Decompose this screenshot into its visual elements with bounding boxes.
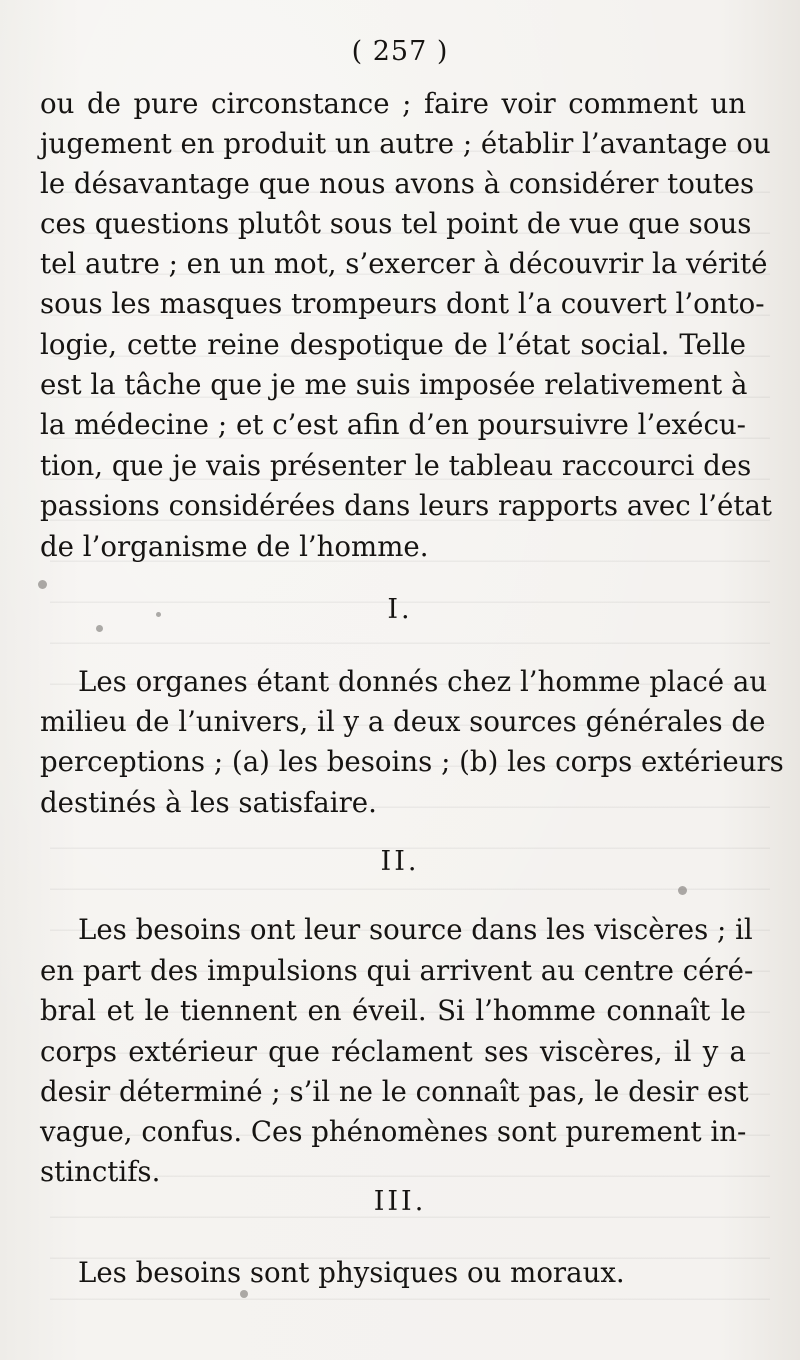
text-line: bral et le tiennent en éveil. Si l’homme connaît le xyxy=(40,994,746,1027)
section-heading-1: I. xyxy=(387,594,413,625)
text-line: destinés à les satisfaire. xyxy=(40,786,377,819)
text-line: tion, que je vais présenter le tableau raccourci des xyxy=(40,449,752,482)
section-heading-2: II. xyxy=(380,846,420,877)
text-line: ou de pure circonstance ; faire voir comment un xyxy=(40,87,746,120)
text-line: de l’organisme de l’homme. xyxy=(40,530,429,563)
text-line: est la tâche que je me suis imposée relativement à xyxy=(40,368,748,401)
ink-speck xyxy=(240,1290,248,1298)
text-line: Les besoins sont physiques ou moraux. xyxy=(78,1256,625,1289)
text-line: tel autre ; en un mot, s’exercer à découvrir la vérité xyxy=(40,247,768,280)
text-line: Les organes étant donnés chez l’homme placé au xyxy=(78,665,768,698)
text-line: vague, confus. Ces phénomènes sont purement in- xyxy=(40,1115,747,1148)
text-line: passions considérées dans leurs rapports avec l’état xyxy=(40,489,772,522)
text-line: logie, cette reine despotique de l’état social. Telle xyxy=(40,328,746,361)
page-number: ( 257 ) xyxy=(351,36,449,67)
ink-speck xyxy=(156,612,161,617)
text-line: milieu de l’univers, il y a deux sources générales de xyxy=(40,705,766,738)
ink-speck xyxy=(96,625,103,632)
text-line: desir déterminé ; s’il ne le connaît pas, le desir est xyxy=(40,1075,749,1108)
ink-speck xyxy=(38,580,47,589)
text-line: Les besoins ont leur source dans les viscères ; il xyxy=(78,913,753,946)
text-line: sous les masques trompeurs dont l’a couvert l’onto- xyxy=(40,287,765,320)
text-line: corps extérieur que réclament ses viscères, il y a xyxy=(40,1035,746,1068)
text-line: perceptions ; (a) les besoins ; (b) les corps extérieurs xyxy=(40,745,784,778)
text-line: stinctifs. xyxy=(40,1155,161,1188)
text-line: en part des impulsions qui arrivent au centre céré- xyxy=(40,954,754,987)
text-line: la médecine ; et c’est afin d’en poursuivre l’exécu- xyxy=(40,408,746,441)
text-line: ces questions plutôt sous tel point de vue que sous xyxy=(40,207,752,240)
section-heading-3: III. xyxy=(373,1186,427,1217)
text-line: le désavantage que nous avons à considérer toutes xyxy=(40,167,755,200)
text-line: jugement en produit un autre ; établir l’avantage ou xyxy=(40,127,771,160)
ink-speck xyxy=(678,886,687,895)
